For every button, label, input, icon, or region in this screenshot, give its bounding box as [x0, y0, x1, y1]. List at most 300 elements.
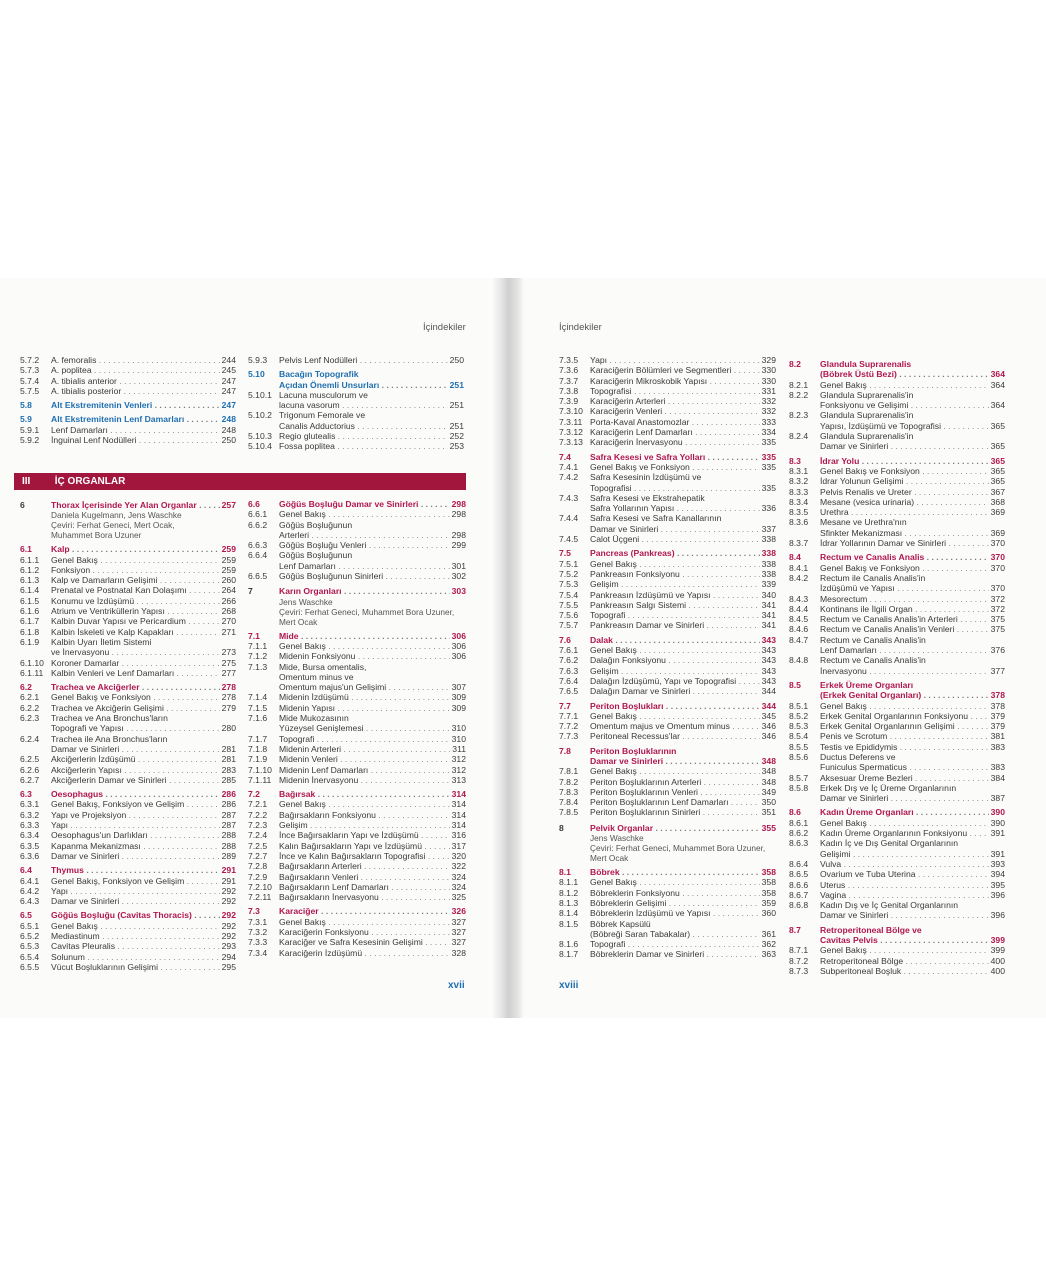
toc-section-heading[interactable] [20, 789, 236, 799]
toc-entry-title: Glandula Suprarenalis'in [820, 389, 914, 400]
toc-section-heading[interactable] [20, 544, 236, 554]
toc-entry[interactable] [248, 651, 466, 661]
toc-entry-number: 8.4.6 [789, 624, 809, 635]
toc-entry-number: 8.5 [789, 679, 801, 690]
toc-entry[interactable] [20, 365, 236, 375]
toc-entry[interactable] [789, 538, 1005, 548]
toc-section-heading[interactable] [20, 400, 236, 410]
toc-entry-title: Kadın Üreme Organları . . . [820, 807, 989, 817]
toc-entry-title: Retroperitoneal Bölge ve [820, 924, 922, 935]
toc-section-heading[interactable] [248, 631, 466, 641]
toc-entry[interactable] [559, 919, 776, 929]
toc-chapter-entry[interactable] [20, 500, 236, 510]
toc-chapter-entry[interactable] [248, 586, 466, 596]
toc-entry[interactable] [20, 606, 236, 616]
toc-section-heading[interactable] [20, 414, 236, 424]
toc-entry[interactable] [559, 417, 776, 427]
toc-entry[interactable] [559, 949, 776, 959]
toc-entry[interactable] [789, 476, 1005, 486]
toc-entry[interactable] [789, 497, 1005, 507]
toc-section-heading[interactable] [559, 756, 776, 766]
toc-entry[interactable] [20, 565, 236, 575]
toc-entry[interactable] [20, 886, 236, 896]
toc-section-heading[interactable] [20, 865, 236, 875]
toc-entry-page: 377 [990, 665, 1005, 676]
toc-entry-number [789, 793, 820, 803]
toc-entry-page: 312 [451, 754, 466, 765]
toc-entry[interactable] [248, 810, 466, 820]
toc-entry-page: 287 [221, 820, 236, 831]
toc-entry[interactable] [20, 876, 236, 886]
toc-entry[interactable] [248, 892, 466, 902]
toc-entry[interactable] [248, 820, 466, 830]
toc-entry[interactable] [789, 910, 1005, 920]
toc-section-heading[interactable] [248, 369, 464, 379]
toc-entry[interactable] [559, 579, 776, 589]
toc-entry[interactable] [559, 877, 776, 887]
toc-entry[interactable] [20, 386, 236, 396]
toc-entry[interactable] [20, 703, 236, 713]
toc-entry-title: (Böbreği Saran Tabakalar) . . . [590, 929, 760, 939]
toc-entry-title: Mide, Bursa omentalis, [279, 661, 367, 672]
toc-entry[interactable] [789, 966, 1005, 976]
toc-entry[interactable] [789, 666, 1005, 676]
toc-section-heading[interactable] [20, 682, 236, 692]
toc-entry[interactable] [789, 793, 1005, 803]
toc-entry-title: Karaciğerin Venleri . . . [590, 406, 760, 416]
toc-entry[interactable] [559, 888, 776, 898]
toc-entry[interactable] [248, 550, 466, 560]
toc-entry[interactable] [559, 534, 776, 544]
toc-entry[interactable] [559, 686, 776, 696]
toc-entry[interactable] [559, 483, 776, 493]
toc-entry[interactable] [789, 410, 1005, 420]
toc-entry[interactable] [20, 830, 236, 840]
toc-entry[interactable] [248, 410, 464, 420]
toc-entry[interactable] [789, 431, 1005, 441]
toc-entry[interactable] [20, 616, 236, 626]
toc-section-heading[interactable] [248, 789, 466, 799]
toc-entry-page: 289 [221, 850, 236, 861]
toc-entry[interactable] [20, 962, 236, 972]
toc-section-heading[interactable] [789, 690, 1005, 700]
toc-entry[interactable] [789, 466, 1005, 476]
toc-entry[interactable] [559, 929, 776, 939]
toc-entry[interactable] [789, 849, 1005, 859]
toc-entry[interactable] [248, 861, 466, 871]
toc-entry[interactable] [20, 637, 236, 647]
toc-entry[interactable] [789, 818, 1005, 828]
toc-entry[interactable] [20, 921, 236, 931]
toc-entry[interactable] [559, 610, 776, 620]
toc-entry[interactable] [559, 406, 776, 416]
author-line: Çeviri: Ferhat Geneci, Mert Ocak, [51, 520, 175, 531]
toc-entry[interactable] [248, 509, 466, 519]
toc-entry[interactable] [248, 641, 466, 651]
toc-entry[interactable] [789, 528, 1005, 538]
toc-entry[interactable] [248, 571, 466, 581]
toc-entry[interactable] [559, 600, 776, 610]
toc-entry-title: Arterleri . . . [279, 530, 450, 540]
toc-entry[interactable] [559, 721, 776, 731]
toc-section-heading[interactable] [559, 701, 776, 711]
toc-entry[interactable] [559, 524, 776, 534]
toc-entry-page: 334 [761, 427, 776, 438]
toc-entry-title: Oesophagus'un Darlıkları . . . [51, 830, 220, 840]
toc-entry[interactable] [248, 682, 466, 692]
toc-entry[interactable] [789, 594, 1005, 604]
toc-entry-number [559, 756, 590, 766]
toc-entry[interactable] [20, 941, 236, 951]
toc-entry[interactable] [559, 513, 776, 523]
toc-entry-page: 369 [990, 527, 1005, 538]
toc-entry[interactable] [20, 713, 236, 723]
toc-section-heading[interactable] [789, 552, 1005, 562]
toc-section-heading[interactable] [559, 635, 776, 645]
toc-entry-page: 275 [221, 657, 236, 668]
author-line: Jens Waschke [279, 596, 333, 607]
toc-entry[interactable] [559, 503, 776, 513]
toc-entry[interactable] [20, 896, 236, 906]
author-line: Mert Ocak [590, 853, 629, 864]
toc-entry-page [774, 919, 776, 929]
toc-entry[interactable] [559, 559, 776, 569]
toc-entry[interactable] [789, 635, 1005, 645]
toc-entry[interactable] [559, 590, 776, 600]
toc-entry[interactable] [20, 425, 236, 435]
toc-entry[interactable] [559, 711, 776, 721]
toc-entry-page: 292 [221, 896, 236, 907]
toc-entry[interactable] [20, 627, 236, 637]
toc-entry[interactable] [20, 754, 236, 764]
toc-entry[interactable] [789, 762, 1005, 772]
toc-entry[interactable] [20, 734, 236, 744]
toc-entry[interactable] [559, 777, 776, 787]
toc-entry-page: 314 [451, 789, 466, 800]
toc-section-heading[interactable] [789, 359, 1005, 369]
toc-entry[interactable] [20, 596, 236, 606]
toc-entry[interactable] [559, 908, 776, 918]
toc-entry[interactable] [789, 859, 1005, 869]
toc-entry[interactable] [789, 752, 1005, 762]
toc-section-heading[interactable] [20, 910, 236, 920]
toc-entry[interactable] [20, 435, 236, 445]
toc-entry-page: 270 [221, 616, 236, 627]
toc-entry[interactable] [248, 754, 466, 764]
toc-entry[interactable] [789, 400, 1005, 410]
toc-entry[interactable] [248, 937, 466, 947]
toc-entry[interactable] [789, 956, 1005, 966]
toc-entry-number: 6.1.7 [20, 616, 40, 627]
toc-entry[interactable] [248, 441, 464, 451]
toc-entry[interactable] [20, 765, 236, 775]
toc-entry-title: Periton Boşluklarının Sinirleri . . . [590, 807, 760, 817]
toc-entry[interactable] [248, 692, 466, 702]
toc-entry[interactable] [20, 376, 236, 386]
toc-entry[interactable] [248, 765, 466, 775]
toc-entry[interactable] [248, 662, 466, 672]
toc-entry-title: (Böbrek Üstü Bezi) . . . [820, 369, 989, 379]
toc-entry-page: 344 [761, 686, 776, 697]
toc-entry[interactable] [559, 797, 776, 807]
toc-entry-page: 358 [761, 877, 776, 888]
toc-entry[interactable] [559, 396, 776, 406]
toc-entry[interactable] [789, 441, 1005, 451]
toc-entry[interactable] [559, 939, 776, 949]
toc-entry-title: Karaciğerin İzdüşümü . . . [279, 948, 450, 958]
toc-entry[interactable] [20, 575, 236, 585]
toc-entry[interactable] [789, 563, 1005, 573]
toc-entry[interactable] [20, 820, 236, 830]
toc-entry-number: 8.3.6 [789, 517, 809, 528]
toc-entry[interactable] [559, 386, 776, 396]
toc-entry[interactable] [789, 945, 1005, 955]
toc-section-heading[interactable] [789, 680, 1005, 690]
toc-section-heading[interactable] [559, 548, 776, 558]
toc-entry-title: Pankreasın Salgı Sistemi . . . [590, 600, 760, 610]
toc-entry[interactable] [248, 734, 466, 744]
toc-section-heading[interactable] [789, 807, 1005, 817]
toc-entry-title: Damar ve Sinirleri . . . [51, 896, 220, 906]
toc-entry-title: Bağırsakların Fonksiyonu . . . [279, 810, 450, 820]
toc-entry[interactable] [789, 390, 1005, 400]
toc-entry[interactable] [248, 917, 466, 927]
toc-entry[interactable] [248, 530, 466, 540]
toc-entry[interactable] [789, 624, 1005, 634]
toc-entry-page [1003, 900, 1005, 910]
toc-entry-page: 244 [221, 355, 236, 365]
toc-entry[interactable] [789, 869, 1005, 879]
toc-entry[interactable] [789, 645, 1005, 655]
toc-entry[interactable] [789, 742, 1005, 752]
toc-entry[interactable] [248, 841, 466, 851]
toc-entry[interactable] [789, 421, 1005, 431]
toc-entry-number: 8.3.1 [789, 465, 809, 476]
toc-entry-number [789, 421, 820, 431]
toc-entry-page [774, 493, 776, 503]
toc-entry-page: 291 [221, 875, 236, 886]
toc-entry[interactable] [20, 931, 236, 941]
toc-entry[interactable] [20, 841, 236, 851]
toc-entry-page: 273 [221, 647, 236, 658]
toc-entry-title: ve İnervasyonu . . . [51, 647, 220, 657]
toc-entry[interactable] [789, 517, 1005, 527]
toc-entry-page: 335 [761, 451, 776, 462]
toc-entry[interactable] [559, 472, 776, 482]
toc-entry[interactable] [248, 872, 466, 882]
toc-entry-page: 251 [449, 379, 464, 390]
toc-entry[interactable] [248, 775, 466, 785]
toc-entry[interactable] [248, 713, 466, 723]
toc-entry-page [1003, 925, 1005, 935]
toc-section-heading[interactable] [559, 867, 776, 877]
toc-entry[interactable] [789, 711, 1005, 721]
toc-entry[interactable] [559, 462, 776, 472]
toc-section-heading[interactable] [789, 456, 1005, 466]
toc-entry[interactable] [248, 561, 466, 571]
toc-entry[interactable] [20, 810, 236, 820]
toc-entry-title: Erkek Genital Organlarının Fonksiyonu . . . [820, 711, 989, 721]
toc-entry[interactable] [789, 583, 1005, 593]
toc-entry-title: Periton Boşluklarının Arterleri . . . [590, 777, 760, 787]
toc-section-heading[interactable] [789, 925, 1005, 935]
toc-entry[interactable] [789, 783, 1005, 793]
toc-entry-page: 299 [451, 540, 466, 551]
toc-entry-title: Akciğerlerin Damar ve Sinirleri . . . [51, 775, 220, 785]
toc-entry-title: Safra Yollarının Yapısı . . . [590, 503, 760, 513]
toc-entry[interactable] [248, 400, 464, 410]
toc-entry[interactable] [559, 645, 776, 655]
toc-entry[interactable] [248, 421, 464, 431]
toc-entry[interactable] [559, 666, 776, 676]
toc-entry[interactable] [248, 431, 464, 441]
toc-entry[interactable] [20, 799, 236, 809]
toc-entry-page [464, 713, 466, 723]
toc-entry[interactable] [248, 703, 466, 713]
toc-entry-page: 327 [451, 926, 466, 937]
toc-entry[interactable] [789, 880, 1005, 890]
toc-entry-title: İdrar Yolu . . . [820, 456, 989, 466]
toc-entry[interactable] [20, 647, 236, 657]
toc-entry[interactable] [248, 723, 466, 733]
toc-entry-number: 8.1.1 [559, 877, 579, 888]
toc-entry-page: 302 [451, 571, 466, 582]
toc-entry-page: 343 [761, 645, 776, 656]
toc-entry-number: 6.1.5 [20, 595, 40, 606]
toc-entry[interactable] [20, 775, 236, 785]
toc-entry[interactable] [20, 744, 236, 754]
toc-entry[interactable] [789, 773, 1005, 783]
toc-entry[interactable] [559, 620, 776, 630]
toc-entry[interactable] [559, 787, 776, 797]
toc-entry[interactable] [20, 668, 236, 678]
toc-entry-page: 337 [761, 523, 776, 534]
toc-entry-title: Genel Bakış . . . [279, 799, 450, 809]
toc-entry-number: 7.2.4 [248, 830, 268, 841]
toc-entry-number: 6.1.3 [20, 575, 40, 586]
toc-entry[interactable] [559, 365, 776, 375]
toc-entry-page: 365 [990, 476, 1005, 487]
toc-entry-title: Porta-Kaval Anastomozlar . . . [590, 417, 760, 427]
toc-entry[interactable] [789, 890, 1005, 900]
toc-entry[interactable] [20, 851, 236, 861]
toc-entry-page [462, 410, 464, 420]
toc-entry-title: Dalak . . . [590, 635, 760, 645]
toc-entry[interactable] [559, 731, 776, 741]
toc-entry-title: Açıdan Önemli Unsurları . . . [279, 380, 448, 390]
toc-entry[interactable] [789, 380, 1005, 390]
toc-entry-page: 375 [990, 624, 1005, 635]
toc-section-heading[interactable] [248, 906, 466, 916]
toc-entry[interactable] [20, 585, 236, 595]
toc-entry-number: 7.1.9 [248, 754, 268, 765]
toc-entry[interactable] [20, 723, 236, 733]
toc-entry[interactable] [789, 487, 1005, 497]
section-band [14, 473, 466, 490]
toc-entry[interactable] [248, 948, 466, 958]
toc-entry[interactable] [559, 355, 776, 365]
toc-entry-page: 298 [451, 529, 466, 540]
toc-entry[interactable] [20, 658, 236, 668]
toc-entry[interactable] [248, 744, 466, 754]
toc-entry[interactable] [248, 355, 464, 365]
toc-entry-title: Bacağın Topografik [279, 369, 359, 380]
toc-entry-title: Rectum ile Canalis Analis'in [820, 572, 926, 583]
toc-entry-number: 5.10.4 [248, 441, 272, 452]
toc-section-heading[interactable] [559, 452, 776, 462]
toc-entry[interactable] [248, 882, 466, 892]
toc-entry[interactable] [559, 766, 776, 776]
toc-entry-number: 8.3.3 [789, 486, 809, 497]
toc-section-heading[interactable] [789, 369, 1005, 379]
toc-entry[interactable] [789, 573, 1005, 583]
toc-entry[interactable] [248, 799, 466, 809]
toc-chapter-entry[interactable] [559, 823, 776, 833]
toc-entry[interactable] [20, 355, 236, 365]
toc-entry[interactable] [789, 838, 1005, 848]
toc-entry[interactable] [789, 614, 1005, 624]
toc-entry[interactable] [248, 672, 466, 682]
toc-entry[interactable] [789, 731, 1005, 741]
toc-entry[interactable] [20, 692, 236, 702]
toc-entry[interactable] [559, 493, 776, 503]
toc-entry-page: 314 [451, 809, 466, 820]
toc-entry[interactable] [789, 828, 1005, 838]
toc-entry[interactable] [248, 520, 466, 530]
toc-entry-title: Midenin İzdüşümü . . . [279, 692, 450, 702]
toc-entry[interactable] [559, 807, 776, 817]
toc-entry[interactable] [559, 569, 776, 579]
toc-entry[interactable] [559, 376, 776, 386]
toc-entry-number: 5.10.1 [248, 389, 272, 400]
page-number-right: xviii [559, 980, 579, 991]
toc-entry[interactable] [789, 655, 1005, 665]
toc-entry[interactable] [789, 701, 1005, 711]
toc-entry-page: 359 [761, 897, 776, 908]
toc-entry[interactable] [248, 390, 464, 400]
toc-entry-title: Yapısı, İzdüşümü ve Topografisi . . . [820, 421, 989, 431]
toc-entry[interactable] [248, 830, 466, 840]
toc-entry-number: 8.4.2 [789, 572, 809, 583]
toc-entry[interactable] [559, 427, 776, 437]
toc-entry[interactable] [789, 604, 1005, 614]
toc-entry[interactable] [559, 676, 776, 686]
toc-entry[interactable] [248, 540, 466, 550]
toc-entry-number [789, 762, 820, 772]
toc-entry[interactable] [20, 555, 236, 565]
toc-entry-title: Rectum ve Canalis Analis'in Venleri . . . [820, 624, 989, 634]
toc-entry-number: 8.1 [559, 867, 571, 878]
toc-entry[interactable] [248, 851, 466, 861]
toc-entry[interactable] [559, 655, 776, 665]
page-number-left: xvii [448, 980, 465, 991]
toc-section-heading[interactable] [248, 380, 464, 390]
toc-entry[interactable] [248, 927, 466, 937]
toc-entry[interactable] [789, 507, 1005, 517]
toc-entry-title: Göğüs Boşluğunun [279, 519, 353, 530]
toc-entry[interactable] [559, 898, 776, 908]
toc-entry-number: 7.2.9 [248, 871, 268, 882]
toc-section-heading[interactable] [789, 935, 1005, 945]
toc-entry-page [774, 746, 776, 756]
toc-entry[interactable] [789, 900, 1005, 910]
toc-entry[interactable] [20, 952, 236, 962]
toc-entry[interactable] [559, 437, 776, 447]
toc-entry-number [559, 524, 590, 534]
toc-section-heading[interactable] [559, 746, 776, 756]
toc-section-heading[interactable] [248, 499, 466, 509]
toc-entry[interactable] [789, 721, 1005, 731]
